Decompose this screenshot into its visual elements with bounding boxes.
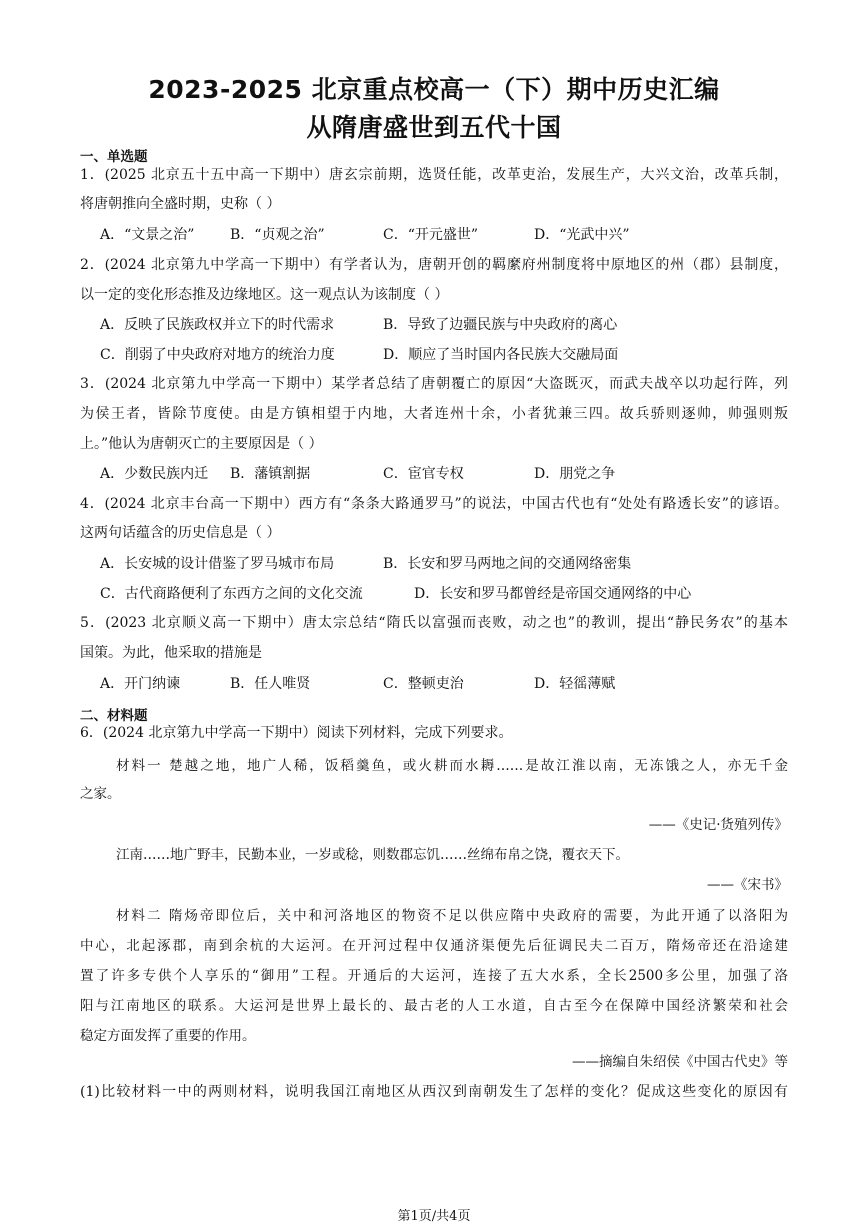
- material-1-source: ——《史记·货殖列传》: [648, 817, 788, 833]
- section-heading-material: 二、材料题: [80, 708, 148, 724]
- question-5-option-b: B．任人唯贤: [230, 676, 311, 692]
- question-5-line-1: 5．(2023 北京顺义高一下期中）唐太宗总结“隋氏以富强而丧败，动之也”的教训，提出“静民务农”的基本: [80, 615, 788, 631]
- question-4-option-b: B．长安和罗马两地之间的交通网络密集: [383, 556, 632, 572]
- question-3-option-a: A．少数民族内迁: [100, 466, 209, 482]
- question-2-option-a: A．反映了民族政权并立下的时代需求: [100, 317, 335, 333]
- question-4-line-2: 这两句话蕴含的历史信息是（ ）: [80, 525, 281, 541]
- material-2-line-2: 中心，北起涿郡，南到余杭的大运河。在开河过程中仅通济渠便先后征调民夫二百万，隋炀帝还在沿途建: [80, 938, 788, 954]
- question-1-line-1: 1．(2025 北京五十五中高一下期中）唐玄宗前期，选贤任能，改革吏治，发展生产，大兴文治，改革兵制，: [80, 167, 788, 183]
- document-title: 2023-2025 北京重点校高一（下）期中历史汇编: [148, 75, 720, 104]
- question-4-option-d: D．长安和罗马都曾经是帝国交通网络的中心: [414, 586, 692, 602]
- question-3-option-c: C．宦官专权: [383, 466, 464, 482]
- question-3-line-1: 3．(2024 北京第九中学高一下期中）某学者总结了唐朝覆亡的原因“大盗既灭，而武夫战卒以功起行阵，列: [80, 376, 788, 392]
- document-subtitle: 从隋唐盛世到五代十国: [306, 113, 562, 142]
- question-1-option-b: B．“贞观之治”: [230, 227, 325, 243]
- question-4-option-a: A．长安城的设计借鉴了罗马城市布局: [100, 556, 335, 572]
- question-3-option-b: B．藩镇割据: [230, 466, 311, 482]
- question-2-option-c: C．削弱了中央政府对地方的统治力度: [100, 347, 335, 363]
- question-2-line-1: 2．(2024 北京第九中学高一下期中）有学者认为，唐朝开创的羁縻府州制度将中原地区的州（郡）县制度，: [80, 257, 788, 273]
- material-1b-line: 江南……地广野丰，民勤本业，一岁或稔，则数郡忘饥……丝绵布帛之饶，覆衣天下。: [116, 847, 629, 863]
- question-5-line-2: 国策。为此，他采取的措施是: [80, 645, 262, 661]
- question-1-option-c: C．“开元盛世”: [383, 227, 479, 243]
- question-4-option-c: C．古代商路便利了东西方之间的文化交流: [100, 586, 363, 602]
- question-1-option-a: A．“文景之治”: [100, 227, 195, 243]
- question-3-line-2: 为侯王者，皆除节度使。由是方镇相望于内地，大者连州十余，小者犹兼三四。故兵骄则逐帅，帅强则叛: [80, 406, 788, 422]
- question-2-option-b: B．导致了边疆民族与中央政府的离心: [383, 317, 618, 333]
- question-4-line-1: 4．(2024 北京丰台高一下期中）西方有“条条大路通罗马”的说法，中国古代也有“处处有路透长安”的谚语。: [80, 496, 788, 512]
- question-5-option-c: C．整顿吏治: [383, 676, 464, 692]
- page-footer: 第1页/共4页: [397, 1209, 471, 1224]
- question-6-ask-1: (1)比较材料一中的两则材料，说明我国江南地区从西汉到南朝发生了怎样的变化？促成这些变化的原因有: [80, 1084, 788, 1100]
- section-heading-single-choice: 一、单选题: [80, 149, 148, 165]
- question-3-line-3: 上。”他认为唐朝灭亡的主要原因是（ ）: [80, 436, 323, 452]
- material-2-source: ——摘编自朱绍侯《中国古代史》等: [572, 1054, 788, 1070]
- material-2-line-5: 稳定方面发挥了重要的作用。: [80, 1028, 256, 1044]
- material-1b-source: ——《宋书》: [707, 877, 788, 893]
- question-6-intro: 6．(2024 北京第九中学高一下期中）阅读下列材料，完成下列要求。: [80, 725, 513, 741]
- material-2-line-3: 置了许多专供个人享乐的“御用”工程。开通后的大运河，连接了五大水系，全长2500多公里，加强了洛: [80, 968, 788, 984]
- question-5-option-a: A．开门纳谏: [100, 676, 181, 692]
- question-2-line-2: 以一定的变化形态推及边缘地区。这一观点认为该制度（ ）: [80, 287, 449, 303]
- question-1-option-d: D．“光武中兴”: [534, 227, 630, 243]
- question-1-line-2: 将唐朝推向全盛时期，史称（ ）: [80, 196, 281, 212]
- material-2-line-4: 阳与江南地区的联系。大运河是世界上最长的、最古老的人工水道，自古至今在保障中国经济繁荣和社会: [80, 998, 788, 1014]
- material-1-line-2: 之家。: [80, 786, 121, 802]
- material-2-line-1: 材料二 隋炀帝即位后，关中和河洛地区的物资不足以供应隋中央政府的需要，为此开通了以洛阳为: [116, 908, 788, 924]
- question-2-option-d: D．顺应了当时国内各民族大交融局面: [383, 347, 619, 363]
- material-1-line-1: 材料一 楚越之地，地广人稀，饭稻羹鱼，或火耕而水耨……是故江淮以南，无冻饿之人，亦无千金: [116, 758, 788, 774]
- question-5-option-d: D．轻徭薄赋: [534, 676, 616, 692]
- question-3-option-d: D．朋党之争: [534, 466, 616, 482]
